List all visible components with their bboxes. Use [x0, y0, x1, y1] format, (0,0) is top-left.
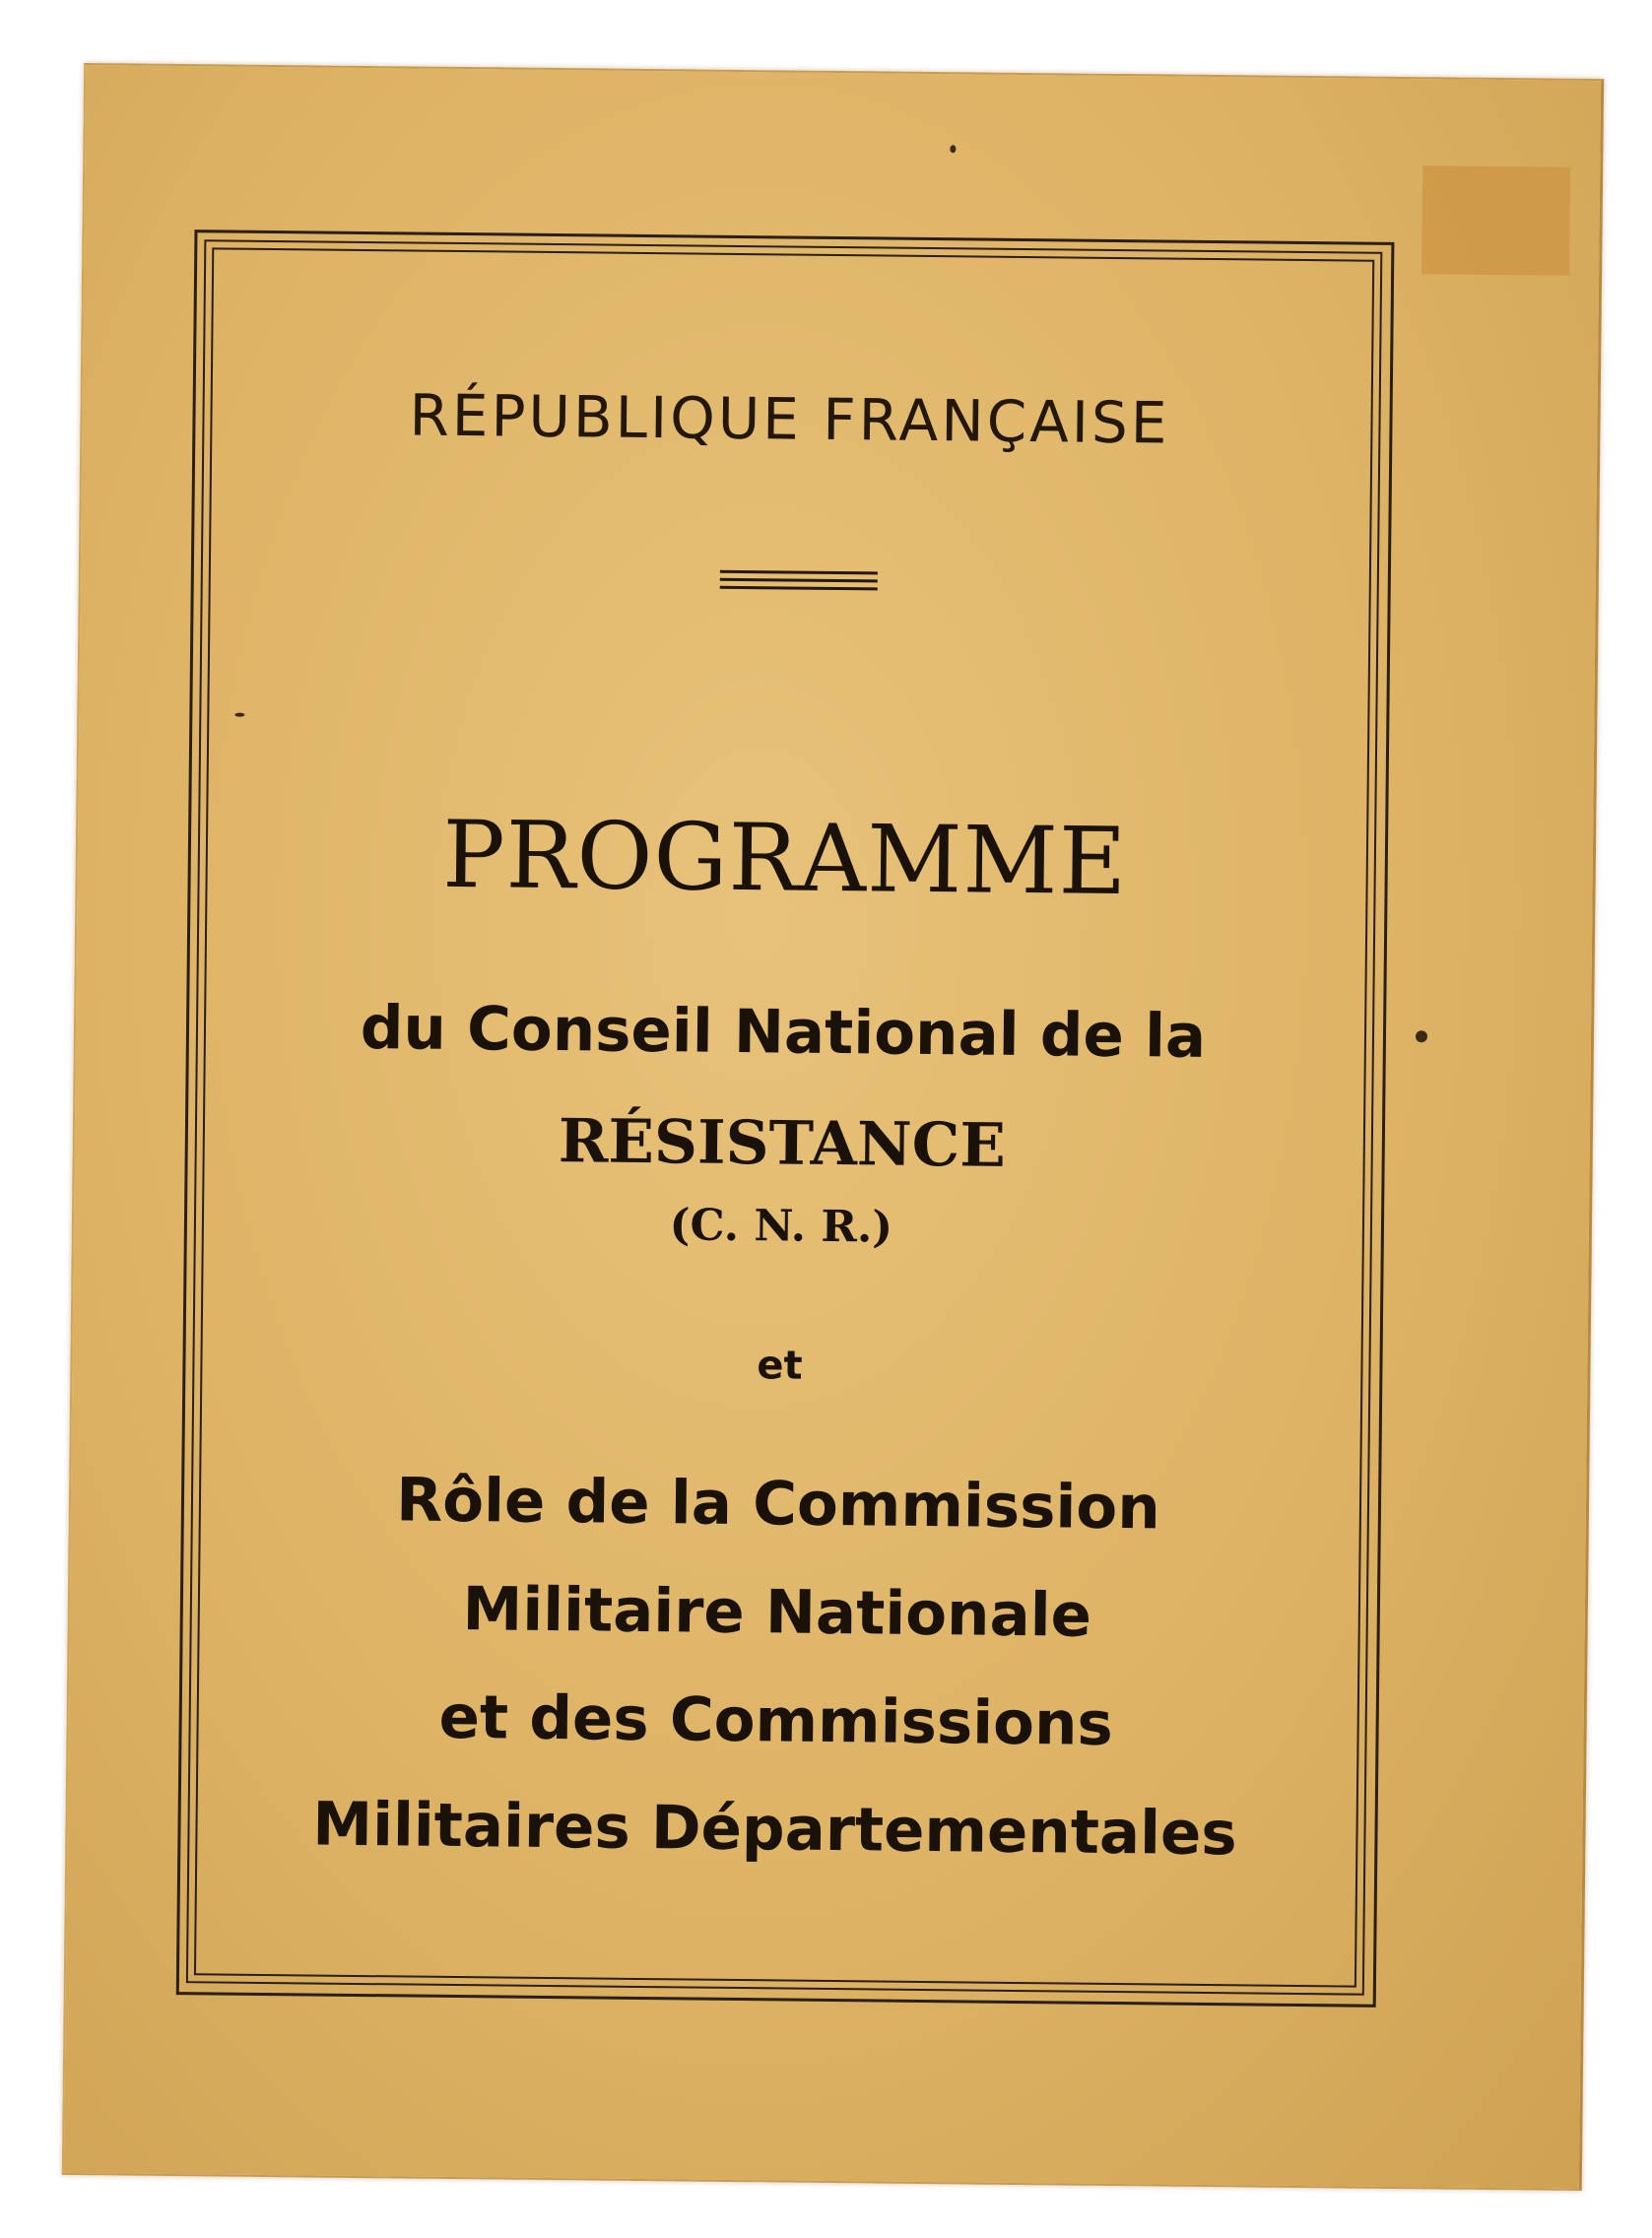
role-line-3: et des Commissions — [438, 1681, 1114, 1760]
paper-speck — [1416, 1030, 1427, 1042]
role-line-2: Militaire Nationale — [462, 1574, 1092, 1651]
cover-content — [194, 247, 1370, 1983]
conjunction-et: et — [757, 1343, 803, 1389]
double-rule-divider — [720, 570, 878, 596]
paper-speck — [234, 713, 244, 717]
resistance-line: RÉSISTANCE — [558, 1106, 1007, 1181]
paper-stain — [1421, 165, 1570, 276]
programme-title: PROGRAMME — [441, 801, 1128, 917]
council-line: du Conseil National de la — [360, 992, 1207, 1072]
role-line-1: Rôle de la Commission — [395, 1465, 1161, 1544]
booklet-cover — [62, 63, 1604, 2191]
paper-speck — [950, 145, 956, 153]
republic-header: RÉPUBLIQUE FRANÇAISE — [409, 381, 1170, 457]
cnr-abbreviation: (C. N. R.) — [669, 1200, 893, 1253]
role-line-4: Militaires Départementales — [311, 1789, 1238, 1870]
